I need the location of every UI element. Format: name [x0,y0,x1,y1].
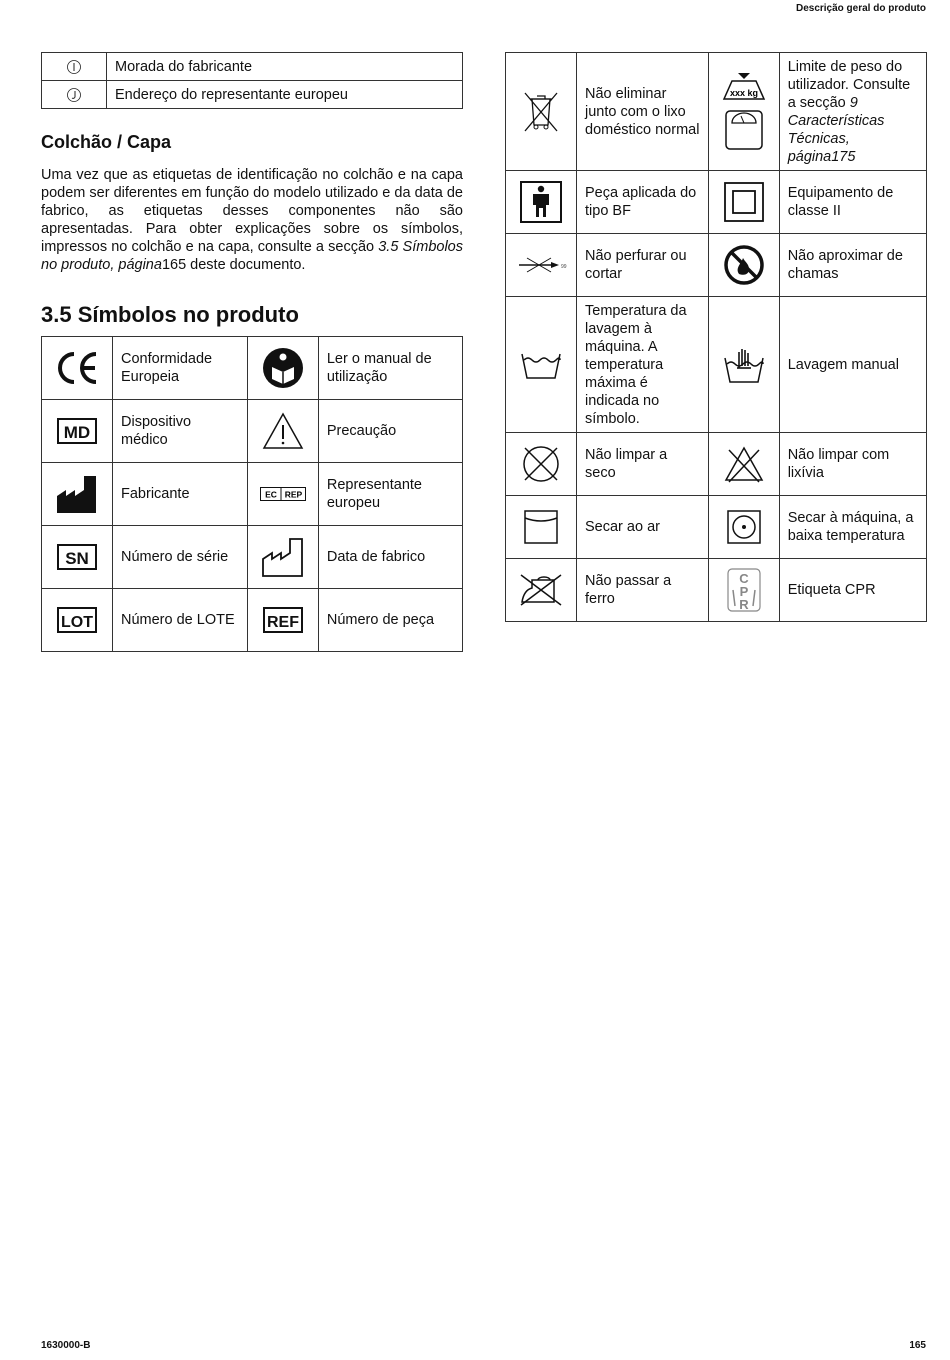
symbol-label: Não limpar a seco [577,433,709,496]
table-row [506,433,927,496]
table-row [42,526,463,589]
no-iron-icon [506,559,577,622]
address-symbols-table [41,52,463,109]
no-piercing-icon [506,234,577,297]
table-row [42,53,463,81]
section-heading: 3.5 Símbolos no produto [41,302,299,327]
eu-representative-address-icon [42,81,107,109]
cpr-label-icon [708,559,779,622]
table-row [506,234,927,297]
symbol-label: Não limpar com lixívia [779,433,926,496]
ce-mark-icon [42,337,113,400]
symbol-label: Representante europeu [318,463,462,526]
ec-text: EC [264,489,277,500]
symbol-label [779,53,926,171]
serial-number-icon [42,526,113,589]
symbol-label: Data de fabrico [318,526,462,589]
table-row [506,559,927,622]
manufacturer-address-label: Morada do fabricante [107,53,463,81]
symbol-label: Não perfurar ou cortar [577,234,709,297]
cpr-c: C [738,571,749,586]
caution-triangle-icon [247,400,318,463]
svg-text:99: 99 [561,264,567,270]
weight-text: xxx kg [729,87,758,98]
md-text: MD [63,423,91,442]
symbol-label: Lavagem manual [779,297,926,433]
manufacturer-address-icon [42,53,107,81]
class-ii-icon [708,171,779,234]
symbol-label: Peça aplicada do tipo BF [577,171,709,234]
symbols-table-left [41,336,463,652]
table-row [506,171,927,234]
symbols-table-right [505,52,927,622]
symbol-label: Não eliminar junto com o lixo doméstico normal [577,53,709,171]
cross-reference-page[interactable]: 175 [831,148,856,165]
symbol-label: Número de série [113,526,248,589]
symbol-label: Equipamento de classe II [779,171,926,234]
sn-text: SN [65,549,89,568]
symbol-label: Ler o manual de utilização [318,337,462,400]
cpr-p: P [739,584,749,599]
hand-wash-icon [708,297,779,433]
ec-rep-icon [247,463,318,526]
tumble-dry-low-icon [708,496,779,559]
reference-number-icon [247,589,318,652]
date-of-manufacture-icon [247,526,318,589]
line-dry-icon [506,496,577,559]
symbol-label: Número de peça [318,589,462,652]
document-number: 1630000-B [41,1340,91,1351]
rep-text: REP [284,489,303,500]
paragraph-text: Uma vez que as etiquetas de identificação no colchão e na capa podem ser diferentes em função do modelo utilizado e da data de fabrico, as etiquetas desses componentes não são apresentadas. Para obter explicações sobre os símbolos, impressos no colchão e na capa, consulte a secção [41,167,463,255]
no-dry-clean-icon [506,433,577,496]
symbol-label: Dispositivo médico [113,400,248,463]
cross-reference-page[interactable]: 165 [161,257,187,273]
no-bleach-icon [708,433,779,496]
symbol-label: Conformidade Europeia [113,337,248,400]
symbol-label: Temperatura da lavagem à máquina. A temperatura máxima é indicada no símbolo. [577,297,709,433]
no-flames-icon [708,234,779,297]
machine-wash-icon [506,297,577,433]
symbol-label: Não passar a ferro [577,559,709,622]
weight-limit-text: Limite de peso do utilizador. Consulte a secção [787,58,911,111]
table-row [506,53,927,171]
table-row [506,496,927,559]
symbol-label: Secar à máquina, a baixa temperatura [779,496,926,559]
cpr-r: R [738,597,749,612]
mattress-heading: Colchão / Capa [41,132,172,152]
table-row [42,81,463,109]
manufacturer-icon [42,463,113,526]
cross-reference-link[interactable]: 3.5 Símbolos no produto, página [41,239,463,273]
medical-device-icon [42,400,113,463]
weee-bin-icon [506,53,577,171]
symbol-label: Não aproximar de chamas [779,234,926,297]
table-row [42,463,463,526]
ref-text: REF [266,614,299,631]
table-row [42,400,463,463]
symbol-label: Fabricante [113,463,248,526]
table-row [506,297,927,433]
eu-representative-address-label: Endereço do representante europeu [107,81,463,109]
symbol-label: Secar ao ar [577,496,709,559]
mattress-paragraph [41,166,463,274]
read-manual-icon [247,337,318,400]
cross-reference-link[interactable]: 9 Características Técnicas, página [787,94,885,165]
symbol-label: Número de LOTE [113,589,248,652]
running-header: Descrição geral do produto [795,3,926,14]
lot-text: LOT [61,614,93,631]
page-number: 165 [909,1340,926,1351]
table-row [42,337,463,400]
symbol-label: Etiqueta CPR [779,559,926,622]
paragraph-text-end: deste documento. [186,257,306,273]
user-weight-limit-icon [708,53,779,171]
bf-applied-part-icon [506,171,577,234]
lot-number-icon [42,589,113,652]
symbol-label: Precaução [318,400,462,463]
table-row [42,589,463,652]
